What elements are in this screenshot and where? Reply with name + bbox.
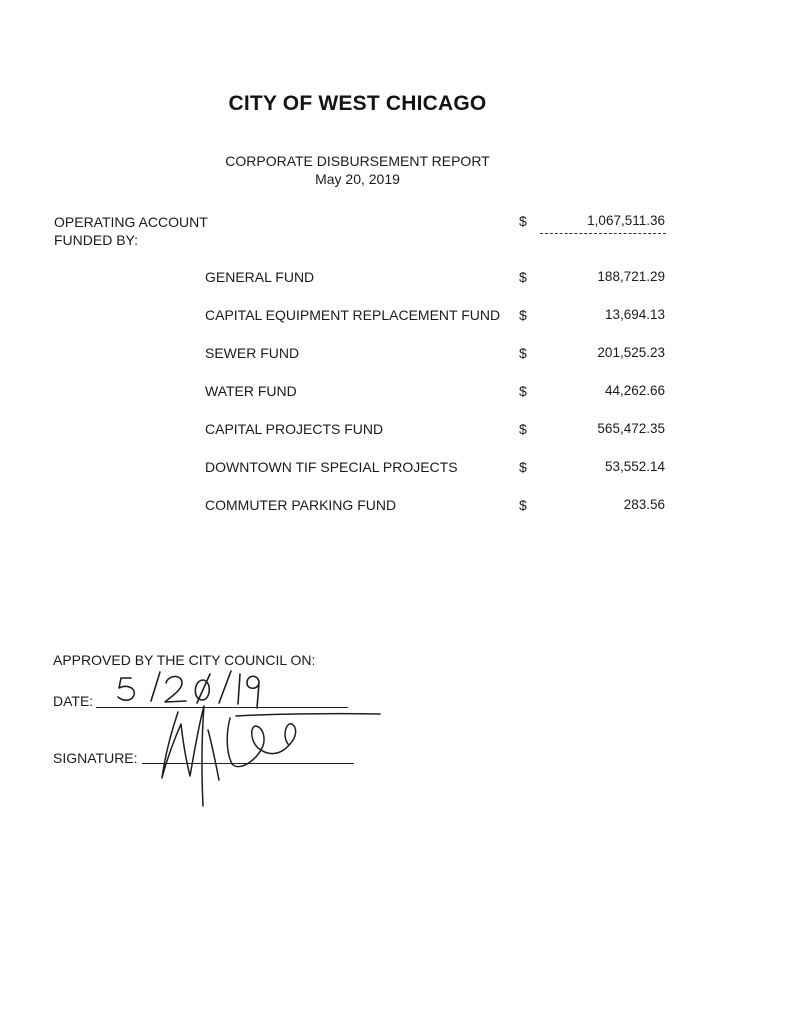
- fund-currency: $: [519, 307, 527, 323]
- report-date: May 20, 2019: [315, 171, 400, 187]
- fund-amount: 44,262.66: [604, 383, 665, 398]
- total-separator: [540, 233, 666, 234]
- fund-row: [0, 269, 791, 289]
- fund-row: [0, 421, 791, 441]
- fund-row: [0, 383, 791, 403]
- fund-name: WATER FUND: [205, 383, 297, 399]
- operating-currency: $: [519, 213, 527, 229]
- fund-name: GENERAL FUND: [205, 269, 315, 285]
- operating-account-label: OPERATING ACCOUNT: [54, 214, 208, 230]
- operating-amount: 1,067,511.36: [587, 213, 665, 228]
- fund-amount: 188,721.29: [597, 269, 665, 284]
- fund-currency: $: [519, 269, 527, 285]
- fund-row: [0, 459, 791, 479]
- fund-amount: 13,694.13: [604, 307, 665, 322]
- fund-name: SEWER FUND: [205, 345, 300, 361]
- fund-currency: $: [519, 459, 527, 475]
- funded-by-label: FUNDED BY:: [54, 232, 139, 248]
- fund-currency: $: [519, 383, 527, 399]
- approval-statement: APPROVED BY THE CITY COUNCIL ON:: [53, 652, 316, 668]
- fund-amount: 565,472.35: [597, 421, 665, 436]
- date-label: DATE:: [53, 693, 94, 709]
- signature-line: [142, 763, 354, 764]
- fund-row: [0, 497, 791, 517]
- fund-amount: 201,525.23: [597, 345, 665, 360]
- date-line: [96, 707, 348, 708]
- operating-account-block: [54, 213, 208, 249]
- fund-row: [0, 307, 791, 327]
- fund-currency: $: [519, 497, 527, 513]
- page-title: CITY OF WEST CHICAGO: [228, 92, 487, 115]
- fund-name: COMMUTER PARKING FUND: [205, 497, 397, 513]
- report-name: CORPORATE DISBURSEMENT REPORT: [225, 153, 490, 169]
- report-header: [0, 152, 715, 188]
- fund-currency: $: [519, 345, 527, 361]
- fund-name: DOWNTOWN TIF SPECIAL PROJECTS: [205, 459, 458, 475]
- fund-amount: 53,552.14: [604, 459, 665, 474]
- fund-currency: $: [519, 421, 527, 437]
- fund-name: CAPITAL EQUIPMENT REPLACEMENT FUND: [205, 307, 501, 323]
- fund-row: [0, 345, 791, 365]
- fund-amount: 283.56: [623, 497, 665, 512]
- fund-name: CAPITAL PROJECTS FUND: [205, 421, 384, 437]
- signature-label: SIGNATURE:: [53, 750, 138, 766]
